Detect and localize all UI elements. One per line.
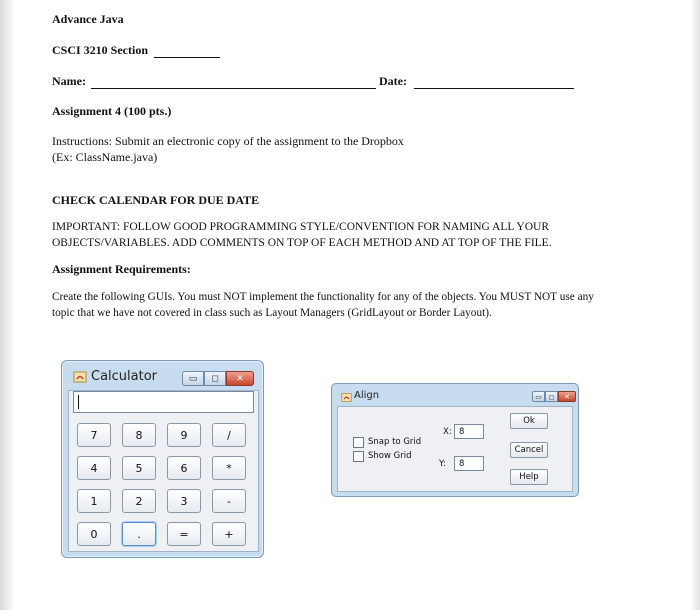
key-5[interactable]: 5	[122, 456, 156, 480]
cancel-button[interactable]: Cancel	[510, 442, 548, 458]
requirements-line-2: topic that we have not covered in class such as Layout Managers (GridLayout or Border Layout).	[52, 307, 492, 319]
y-label: Y:	[439, 459, 446, 469]
align-window	[331, 383, 579, 497]
y-input[interactable]: 8	[454, 456, 484, 471]
minimize-icon[interactable]: ▭	[532, 391, 545, 402]
calculator-title: Calculator	[91, 369, 158, 384]
key-1[interactable]: 1	[77, 489, 111, 513]
key-7[interactable]: 7	[77, 423, 111, 447]
maximize-icon[interactable]: ◻	[204, 371, 226, 386]
java-app-icon	[341, 392, 352, 403]
instructions-line-2: (Ex: ClassName.java)	[52, 150, 158, 164]
calculator-window	[61, 360, 264, 558]
align-title: Align	[354, 390, 380, 401]
calculator-close-control	[226, 371, 254, 386]
key-4[interactable]: 4	[77, 456, 111, 480]
important-line-2: OBJECTS/VARIABLES. ADD COMMENTS ON TOP OF EACH METHOD AND AT TOP OF THE FILE.	[52, 237, 552, 249]
key-equals[interactable]: =	[167, 522, 201, 546]
key-9[interactable]: 9	[167, 423, 201, 447]
text-caret	[78, 395, 79, 409]
close-icon[interactable]: ✕	[226, 371, 254, 386]
assignment-title: Assignment 4 (100 pts.)	[52, 104, 172, 118]
date-label: Date:	[378, 74, 407, 88]
key-subtract[interactable]: -	[212, 489, 246, 513]
calculator-title-bar[interactable]	[62, 361, 263, 391]
instructions	[52, 133, 652, 165]
calculator-display[interactable]	[73, 391, 254, 413]
show-grid-label: Show Grid	[368, 451, 412, 461]
name-blank	[91, 88, 376, 89]
page-shadow-right	[690, 0, 700, 610]
calculator-content	[68, 390, 259, 552]
key-8[interactable]: 8	[122, 423, 156, 447]
key-divide[interactable]: /	[212, 423, 246, 447]
section-label: CSCI 3210 Section	[52, 43, 149, 57]
java-app-icon	[73, 370, 87, 384]
help-button[interactable]: Help	[510, 469, 548, 485]
name-label: Name:	[52, 74, 86, 88]
instructions-line-1: Instructions: Submit an electronic copy of the assignment to the Dropbox	[52, 134, 404, 148]
key-2[interactable]: 2	[122, 489, 156, 513]
requirements-heading: Assignment Requirements:	[52, 262, 191, 276]
section-line	[52, 43, 220, 58]
date-blank	[414, 88, 574, 89]
snap-to-grid-checkbox[interactable]	[353, 437, 364, 448]
key-6[interactable]: 6	[167, 456, 201, 480]
key-3[interactable]: 3	[167, 489, 201, 513]
course-title: Advance Java	[52, 12, 124, 26]
align-content	[337, 406, 573, 492]
close-icon[interactable]: ✕	[558, 391, 576, 402]
key-0[interactable]: 0	[77, 522, 111, 546]
calendar-notice: CHECK CALENDAR FOR DUE DATE	[52, 193, 260, 207]
x-input[interactable]: 8	[454, 424, 484, 439]
show-grid-checkbox[interactable]	[353, 451, 364, 462]
key-add[interactable]: +	[212, 522, 246, 546]
important-line-1: IMPORTANT: FOLLOW GOOD PROGRAMMING STYLE/CONVENTION FOR NAMING ALL YOUR	[52, 221, 550, 233]
calculator-window-controls	[182, 371, 226, 386]
snap-to-grid-label: Snap to Grid	[368, 437, 422, 447]
page-shadow-left	[0, 0, 14, 610]
important-notice	[52, 219, 652, 251]
ok-button[interactable]: Ok	[510, 413, 548, 429]
minimize-icon[interactable]: ▭	[182, 371, 204, 386]
align-window-controls	[532, 391, 576, 402]
name-date-line	[52, 74, 574, 89]
section-blank	[154, 57, 220, 58]
requirements-text	[52, 289, 652, 321]
maximize-icon[interactable]: ◻	[545, 391, 558, 402]
key-multiply[interactable]: *	[212, 456, 246, 480]
requirements-line-1: Create the following GUIs. You must NOT implement the functionality for any of the objects. You MUST NOT use any	[52, 291, 594, 303]
x-label: X:	[443, 427, 452, 437]
key-decimal[interactable]: .	[122, 522, 156, 546]
